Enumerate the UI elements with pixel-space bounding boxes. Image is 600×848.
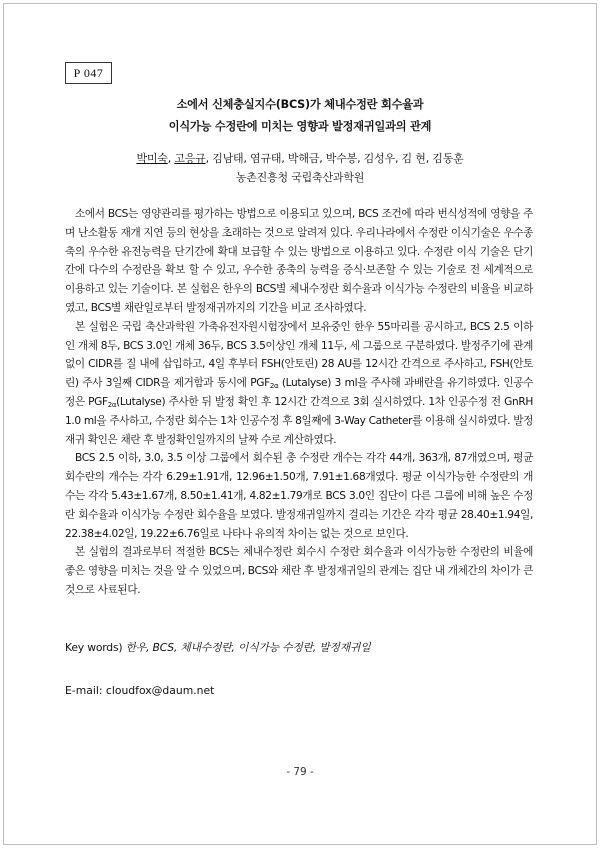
keywords	[65, 640, 535, 655]
author-rest: 김남태, 염규태, 박해금, 박수봉, 김성우, 김 현, 김동훈	[212, 152, 464, 165]
author-first: 박미숙	[136, 152, 168, 165]
title-line-1: 소에서 신체충실지수(BCS)가 체내수정란 회수율과	[176, 98, 424, 111]
paragraph-2-part-b: (Lutalyse) 3 ml을 주사해 과배란을 유기하였다. 인공수정은 PGF	[65, 377, 533, 408]
pgf-subscript-1: 2α	[269, 382, 279, 391]
abstract-code-box	[65, 62, 112, 84]
abstract-body	[65, 205, 533, 600]
paragraph-2-part-c: (Lutalyse) 주사한 뒤 발정 확인 후 12시간 간격으로 3회 실시하였다. 1차 인공수정 전 GnRH 1.0 ml을 주사하고, 수정란 회수는 1차 인공수정 후 8일째에 3-Way Catheter를 이용해 실시하였다. 발정재귀 확인은 채란 후 발정확인일까지의 날짜 수로 계산하였다.	[65, 395, 533, 446]
keywords-text: 한우, BCS, 체내수정란, 이식가능 수정란, 발정재귀일	[125, 641, 371, 654]
authors: 박미숙, 고응규, 김남태, 염규태, 박해금, 박수봉, 김성우, 김 현, 김동훈	[136, 152, 464, 165]
author-second: 고응규	[174, 152, 206, 165]
paragraph-3: BCS 2.5 이하, 3.0, 3.5 이상 그룹에서 회수된 총 수정란 개수는 각각 44개, 363개, 87개였으며, 평균 회수란의 개수는 각각 6.29±1.91개, 12.96±1.50개, 7.91±1.68개였다. 평균 이식가능한 수정란의 개수는 각각 5.43±1.67개, 8.50±1.41개, 4.82±1.79개로 BCS 3.0인 집단이 다른 그룹에 비해 높은 수정란 회수율과 이식가능 수정란 회수율을 보였다. 발정재귀일까지 걸리는 기간은 각각 평균 28.40±1.94일, 22.38±4.02일, 19.22±6.76일로 나타나 유의적 차이는 없는 것으로 보인다.	[65, 452, 533, 540]
keywords-label: Key words)	[65, 641, 123, 654]
paragraph-1: 소에서 BCS는 영양관리를 평가하는 방법으로 이용되고 있으며, BCS 조건에 따라 번식성적에 영향을 주며 난소활동 재개 지연 등의 현상을 초래하는 것으로 알려져 있다. 우리나라에서 수정란 이식기술은 우수종축의 우수한 유전능력을 단기간에 확대 보급할 수 있는 방법으로 이용하고 있다. 수정란 이식 기술은 단기간에 다수의 수정란을 확보 할 수 있고, 우수한 종축의 능력을 증식·보존할 수 있는 기술로 전 세계적으로 이용하고 있는 기술이다. 본 실험은 한우의 BCS별 체내수정란 회수율과 이식가능 수정란의 비율을 비교하였고, BCS별 채란일로부터 발정재귀까지의 기간을 비교 조사하였다.	[65, 208, 533, 314]
paragraph-4: 본 실험의 결과로부터 적절한 BCS는 체내수정란 회수시 수정란 회수율과 이식가능한 수정란의 비율에 좋은 영향을 미치는 것을 알 수 있었으며, BCS와 채란 후 발정재귀일의 관계는 집단 내 개체간의 차이가 큰 것으로 사료된다.	[65, 546, 533, 596]
pgf-subscript-2: 2α	[107, 400, 117, 409]
paragraph-2	[65, 318, 533, 450]
title-line-2: 이식가능 수정란에 미치는 영향과 발정재귀일과의 관계	[168, 120, 432, 133]
paragraph-2-part-a: 본 실험은 국립 축산과학원 가축유전자원시험장에서 보유중인 한우 55마리를 공시하고, BCS 2.5 이하인 개체 8두, BCS 3.0인 개체 36두, BCS 3.5이상인 개체 11두, 세 그룹으로 구분하였다. 발정주기에 관계없이 CIDR를 질 내에 삽입하고, 4일 후부터 FSH(안토린) 28 AU를 12시간 간격으로 주사하고, FSH(안토린) 주사 3일째 CIDR을 제거함과 동시에 PGF	[65, 320, 533, 390]
email: E-mail: cloudfox@daum.net	[65, 684, 215, 697]
affiliation: 농촌진흥청 국립축산과학원	[235, 171, 365, 184]
abstract-code: P 047	[73, 66, 104, 80]
page-number: - 79 -	[286, 766, 314, 778]
